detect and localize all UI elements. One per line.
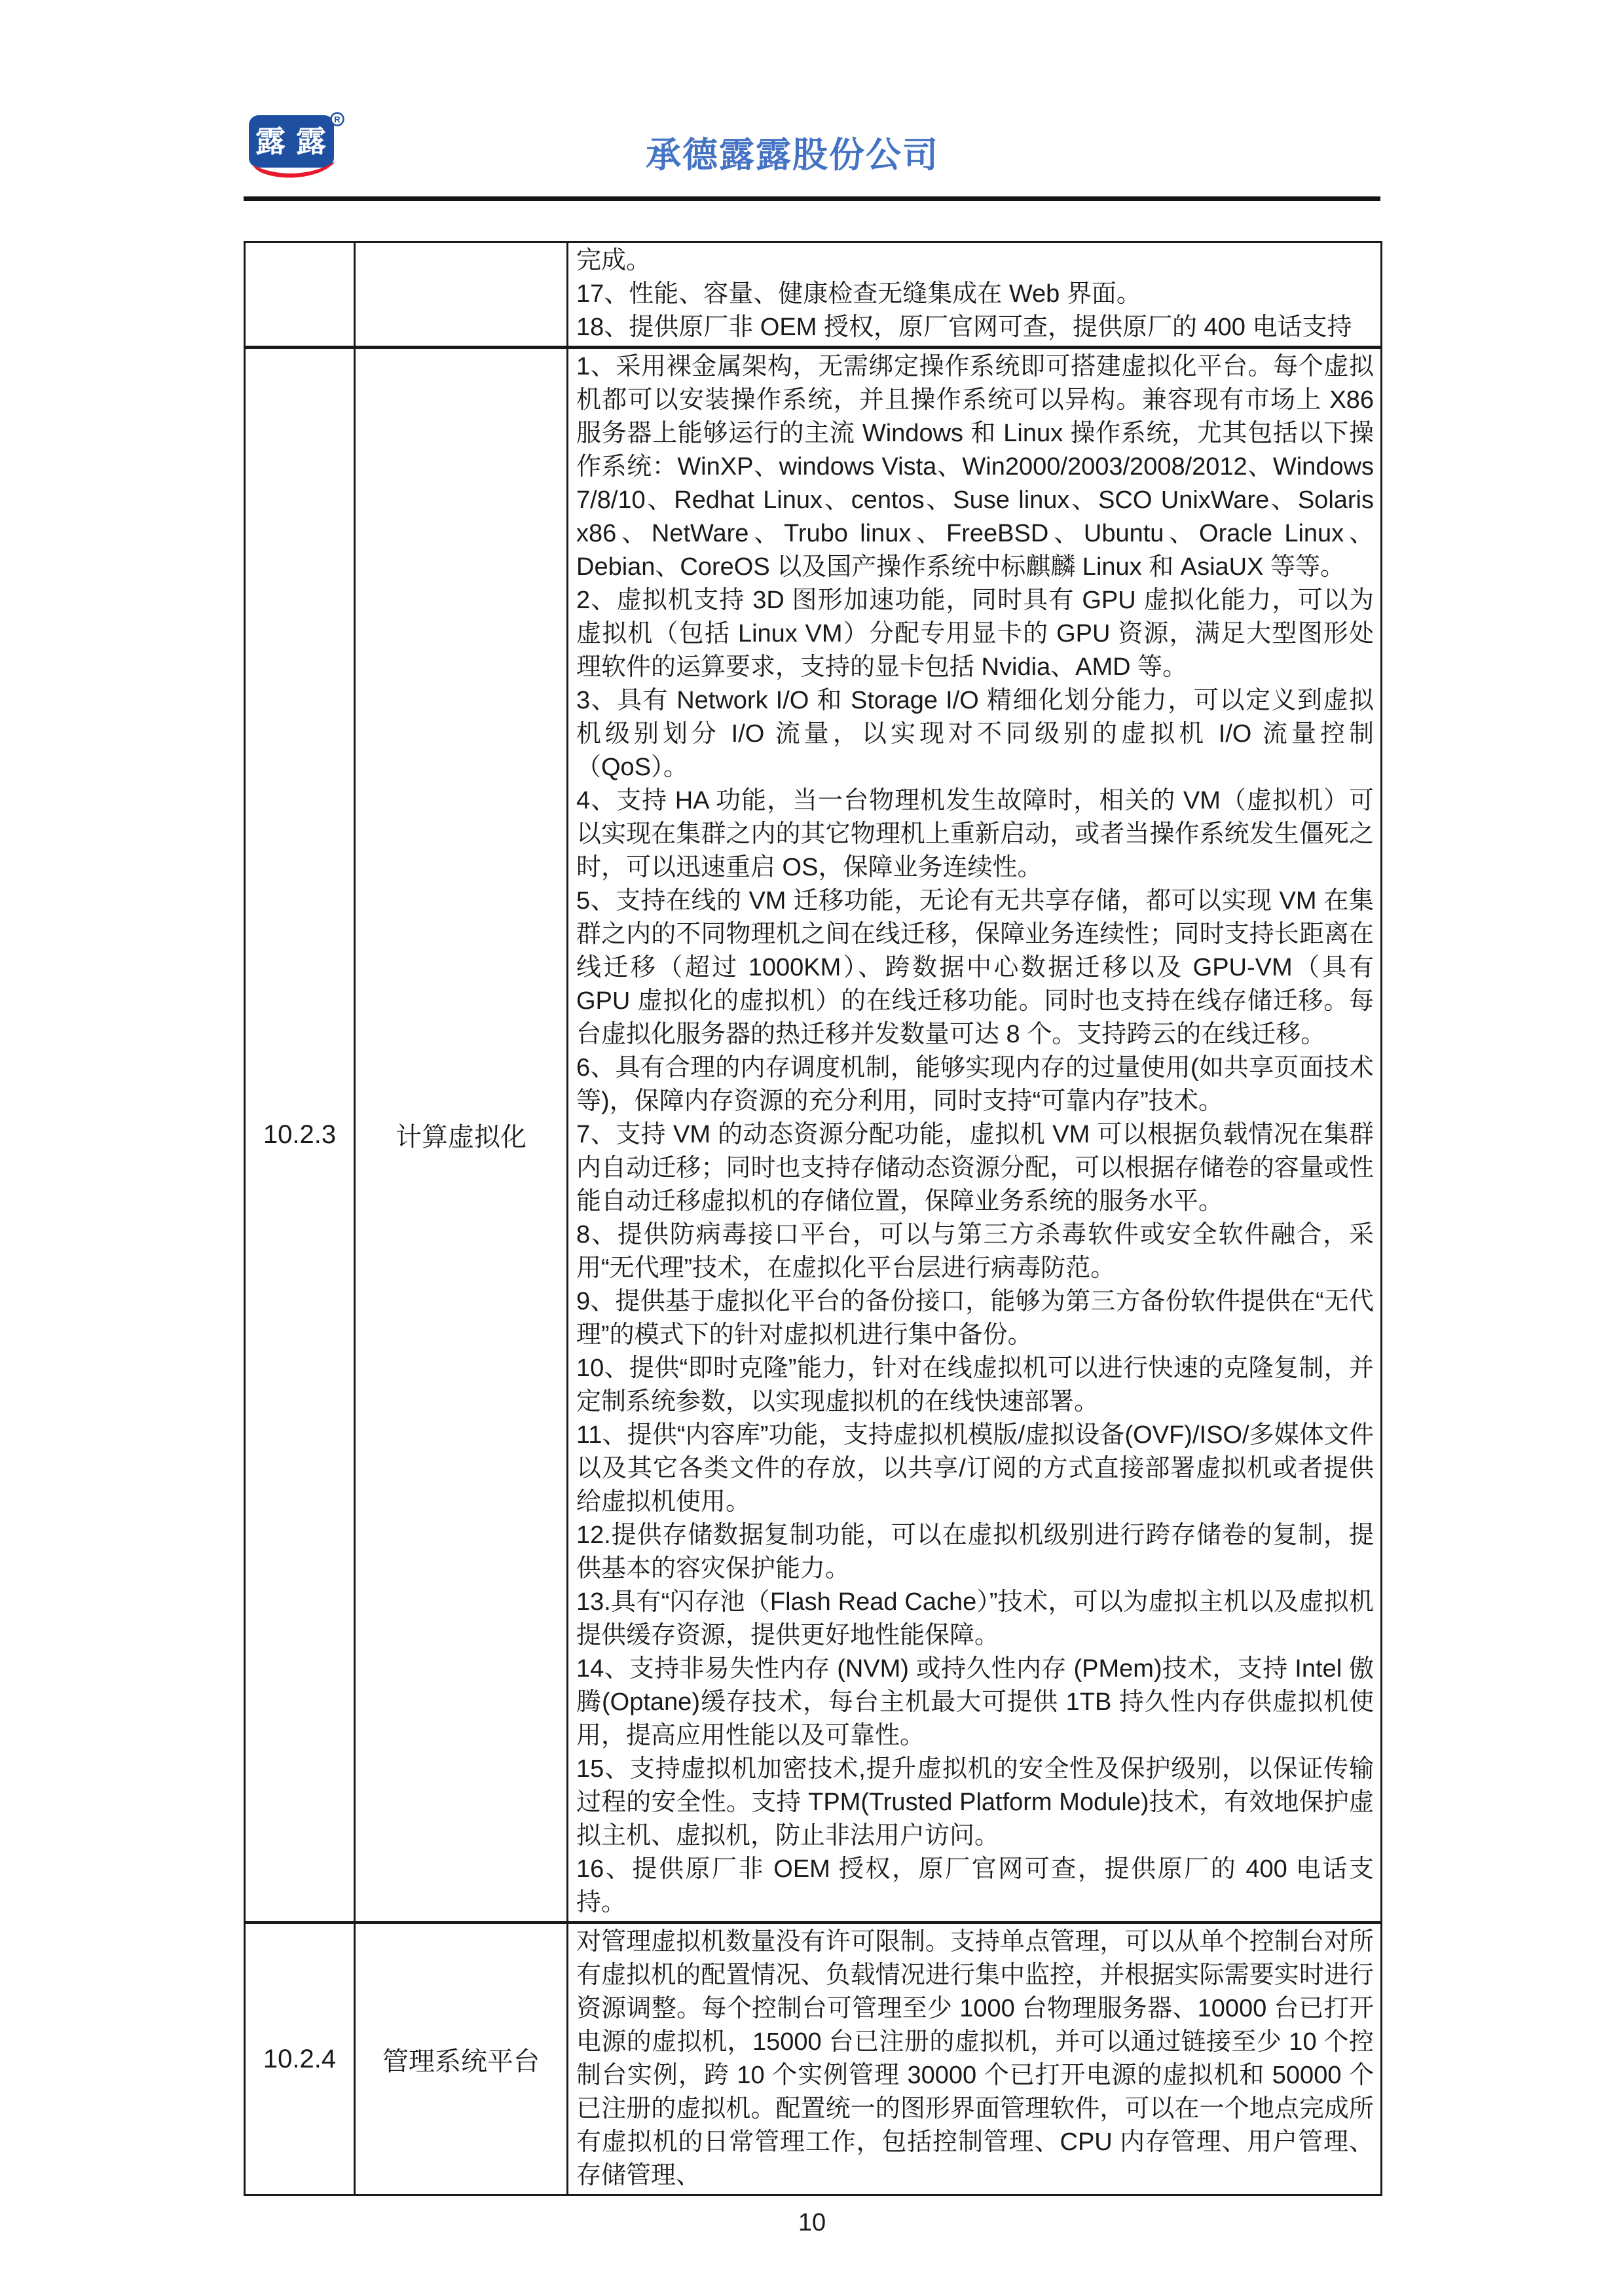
logo-character-right: 露 bbox=[296, 124, 326, 158]
requirement-item: 完成。 bbox=[576, 247, 652, 274]
requirement-item: 9、提供基于虚拟化平台的备份接口，能够为第三方备份软件提供在“无代理”的模式下的针对虚拟机进行集中备份。 bbox=[576, 1288, 1374, 1349]
requirement-item: 8、提供防病毒接口平台，可以与第三方杀毒软件或安全软件融合，采用“无代理”技术，在虚拟化平台层进行病毒防范。 bbox=[576, 1221, 1374, 1282]
requirement-item: 14、支持非易失性内存 (NVM) 或持久性内存 (PMem)技术，支持 Intel 傲腾(Optane)缓存技术，每台主机最大可提供 1TB 持久性内存供虚拟机使用，提高应用性能以及可靠性。 bbox=[576, 1655, 1374, 1749]
requirement-item: 17、性能、容量、健康检查无缝集成在 Web 界面。 bbox=[576, 280, 1141, 308]
requirement-item: 3、具有 Network I/O 和 Storage I/O 精细化划分能力，可以定义到虚拟机级别划分 I/O 流量，以实现对不同级别的虚拟机 I/O 流量控制（QoS）。 bbox=[576, 687, 1374, 781]
requirement-item: 12.提供存储数据复制功能，可以在虚拟机级别进行跨存储卷的复制，提供基本的容灾保护能力。 bbox=[576, 1522, 1374, 1582]
section-number-cell bbox=[245, 242, 355, 348]
requirements-cell bbox=[568, 242, 1382, 348]
section-number-cell: 10.2.3 bbox=[245, 348, 355, 1923]
requirement-item: 4、支持 HA 功能，当一台物理机发生故障时，相关的 VM（虚拟机）可以实现在集群之内的其它物理机上重新启动，或者当操作系统发生僵死之时，可以迅速重启 OS，保障业务连续性。 bbox=[576, 787, 1374, 881]
table-row-compute-virtualization bbox=[245, 348, 1382, 1923]
logo-character-left: 露 bbox=[255, 124, 286, 158]
requirement-item: 7、支持 VM 的动态资源分配功能，虚拟机 VM 可以根据负载情况在集群内自动迁移；同时也支持存储动态资源分配，可以根据存储卷的容量或性能自动迁移虚拟机的存储位置，保障业务系统的服务水平。 bbox=[576, 1121, 1374, 1215]
requirement-item: 10、提供“即时克隆”能力，针对在线虚拟机可以进行快速的克隆复制，并定制系统参数，以实现虚拟机的在线快速部署。 bbox=[576, 1355, 1374, 1415]
page-number: 10 bbox=[798, 2209, 826, 2236]
category-cell: 计算虚拟化 bbox=[355, 348, 568, 1923]
page-content bbox=[244, 241, 1380, 2237]
requirement-item: 18、提供原厂非 OEM 授权，原厂官网可查，提供原厂的 400 电话支持 bbox=[576, 314, 1352, 341]
table-row-continuation bbox=[245, 242, 1382, 348]
header-rule bbox=[244, 196, 1380, 201]
requirement-item: 1、采用裸金属架构，无需绑定操作系统即可搭建虚拟化平台。每个虚拟机都可以安装操作系统，并且操作系统可以异构。兼容现有市场上 X86 服务器上能够运行的主流 Windows 和 Linux 操作系统，尤其包括以下操作系统：WinXP、windows Vista、Win2000/2003/2008/2012、Windows 7/8/10、Redhat Linux、centos、Suse linux、SCO UnixWare、Solaris x86、NetWare、Trubo linux、FreeBSD、Ubuntu、Oracle Linux、Debian、CoreOS 以及国产操作系统中标麒麟 Linux 和 AsiaUX 等等。 bbox=[576, 353, 1374, 581]
requirement-item: 5、支持在线的 VM 迁移功能，无论有无共享存储，都可以实现 VM 在集群之内的不同物理机之间在线迁移，保障业务连续性；同时支持长距离在线迁移（超过 1000KM）、跨数据中心数据迁移以及 GPU-VM（具有 GPU 虚拟化的虚拟机）的在线迁移功能。同时也支持在线存储迁移。每台虚拟化服务器的热迁移并发数量可达 8 个。支持跨云的在线迁移。 bbox=[576, 887, 1374, 1048]
page-header bbox=[0, 0, 1624, 241]
company-name: 承德露露股份公司 bbox=[646, 136, 939, 175]
requirements-table bbox=[244, 241, 1382, 2196]
requirement-item: 6、具有合理的内存调度机制，能够实现内存的过量使用(如共享页面技术等)，保障内存资源的充分利用，同时支持“可靠内存”技术。 bbox=[576, 1054, 1374, 1115]
requirement-item: 13.具有“闪存池（Flash Read Cache）”技术，可以为虚拟主机以及虚拟机提供缓存资源，提供更好地性能保障。 bbox=[576, 1588, 1374, 1649]
requirement-item: 11、提供“内容库”功能，支持虚拟机模版/虚拟设备(OVF)/ISO/多媒体文件以及其它各类文件的存放，以共享/订阅的方式直接部署虚拟机或者提供给虚拟机使用。 bbox=[576, 1421, 1374, 1516]
requirement-item: 16、提供原厂非 OEM 授权，原厂官网可查，提供原厂的 400 电话支持。 bbox=[576, 1855, 1374, 1916]
requirements-cell bbox=[568, 1923, 1382, 2195]
requirements-cell bbox=[568, 348, 1382, 1923]
table-row-management-platform bbox=[245, 1923, 1382, 2195]
requirement-item: 15、支持虚拟机加密技术,提升虚拟机的安全性及保护级别，以保证传输过程的安全性。支持 TPM(Trusted Platform Module)技术，有效地保护虚拟主机、虚拟机，防止非法用户访问。 bbox=[576, 1755, 1374, 1850]
category-cell: 管理系统平台 bbox=[355, 1923, 568, 2195]
requirement-item: 对管理虚拟机数量没有许可限制。支持单点管理，可以从单个控制台对所有虚拟机的配置情况、负载情况进行集中监控，并根据实际需要实时进行资源调整。每个控制台可管理至少 1000 台物理服务器、10000 台已打开电源的虚拟机，15000 台已注册的虚拟机，并可以通过链接至少 10 个控制台实例，跨 10 个实例管理 30000 个已打开电源的虚拟机和 50000 个已注册的虚拟机。配置统一的图形界面管理软件，可以在一个地点完成所有虚拟机的日常管理工作，包括控制管理、CPU 内存管理、用户管理、存储管理、 bbox=[576, 1928, 1374, 2189]
registered-mark-icon: R bbox=[334, 115, 341, 124]
requirement-item: 2、虚拟机支持 3D 图形加速功能，同时具有 GPU 虚拟化能力，可以为虚拟机（包括 Linux VM）分配专用显卡的 GPU 资源，满足大型图形处理软件的运算要求，支持的显卡包括 Nvidia、AMD 等。 bbox=[576, 587, 1374, 681]
section-number-cell: 10.2.4 bbox=[245, 1923, 355, 2195]
category-cell bbox=[355, 242, 568, 348]
